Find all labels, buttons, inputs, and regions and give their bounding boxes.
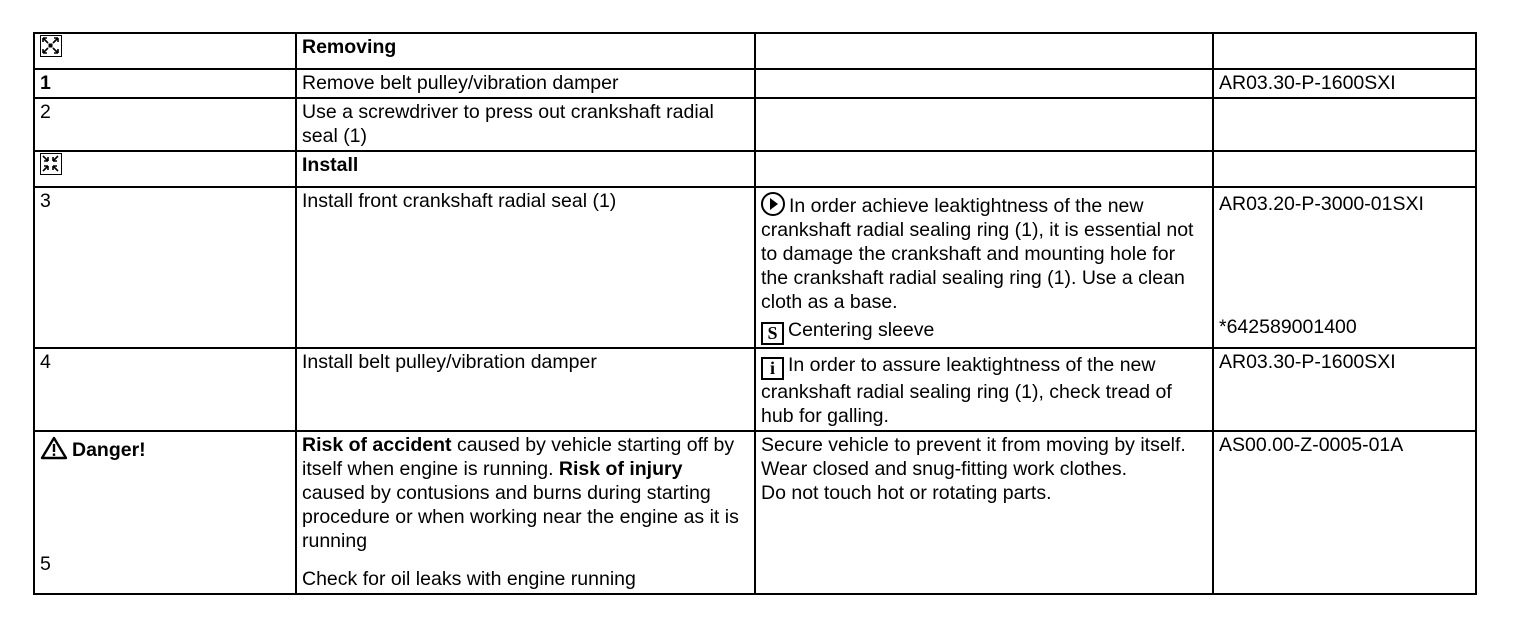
special-tool-icon: S: [761, 322, 784, 345]
tool-text: Centering sleeve: [788, 319, 935, 341]
step-text: Install front crankshaft radial seal (1): [296, 187, 755, 348]
risk-accident-label: Risk of accident: [302, 434, 452, 456]
reference-link[interactable]: AS00.00-Z-0005-01A: [1213, 431, 1476, 594]
install-icon-cell: [34, 151, 296, 187]
caution-icon: [761, 192, 785, 216]
install-fixture-icon: [40, 153, 62, 175]
table-row-step-1: [34, 69, 1476, 98]
reference-link[interactable]: AR03.30-P-1600SXI: [1213, 69, 1476, 98]
info-icon: i: [761, 357, 784, 380]
risk-injury-label: Risk of injury: [558, 458, 683, 480]
warning-triangle-icon: [40, 436, 68, 460]
section-title-removing: Removing: [296, 33, 755, 69]
measure-text: Wear closed and snug-fitting work clothes.: [761, 458, 1127, 480]
step-number: 5: [40, 553, 51, 575]
table-row-step-4: [34, 348, 1476, 431]
info-text: In order to assure leaktightness of the new crankshaft radial sealing ring (1), check tread of hub for galling.: [761, 354, 1172, 427]
danger-cell: [34, 431, 296, 594]
reference-link[interactable]: AR03.30-P-1600SXI: [1213, 348, 1476, 431]
risk-accident-text: caused by vehicle starting off by itself when engine is running.: [302, 434, 735, 480]
tool-part-number: *642589001400: [1219, 316, 1357, 338]
procedure-table: [33, 32, 1477, 595]
note-text: In order achieve leaktightness of the new crankshaft radial sealing ring (1), it is essential not to damage the crankshaft and mounting hole for the crankshaft radial sealing ring (1). Use a clean cloth as a base.: [761, 195, 1194, 313]
measure-text: Secure vehicle to prevent it from moving by itself.: [761, 434, 1186, 456]
step-text: Remove belt pulley/vibration damper: [296, 69, 755, 98]
step-number: 3: [34, 187, 296, 348]
table-row-danger: [34, 431, 1476, 594]
step-references: [1213, 187, 1476, 348]
table-row-install: [34, 151, 1476, 187]
table-row-step-3: [34, 187, 1476, 348]
section-title-install: Install: [296, 151, 755, 187]
remove-fixture-icon: [40, 35, 62, 57]
safety-measures: [755, 431, 1213, 594]
risk-injury-text: caused by contusions and burns during starting procedure or when working near the engine as it is running: [302, 482, 739, 552]
step-notes: [755, 187, 1213, 348]
measure-text: Do not touch hot or rotating parts.: [761, 482, 1052, 504]
table-row-step-2: [34, 98, 1476, 151]
step-text: Use a screwdriver to press out crankshaft radial seal (1): [296, 98, 755, 151]
step-number: 2: [34, 98, 296, 151]
step-notes: [755, 348, 1213, 431]
danger-label: Danger!: [72, 439, 146, 461]
removing-icon-cell: [34, 33, 296, 69]
table-row-removing: [34, 33, 1476, 69]
step-text: Install belt pulley/vibration damper: [296, 348, 755, 431]
reference-link[interactable]: AR03.20-P-3000-01SXI: [1219, 193, 1424, 215]
step-text: Check for oil leaks with engine running: [302, 568, 636, 590]
step-number: 1: [34, 69, 296, 98]
step-number: 4: [34, 348, 296, 431]
danger-risks: [296, 431, 755, 594]
